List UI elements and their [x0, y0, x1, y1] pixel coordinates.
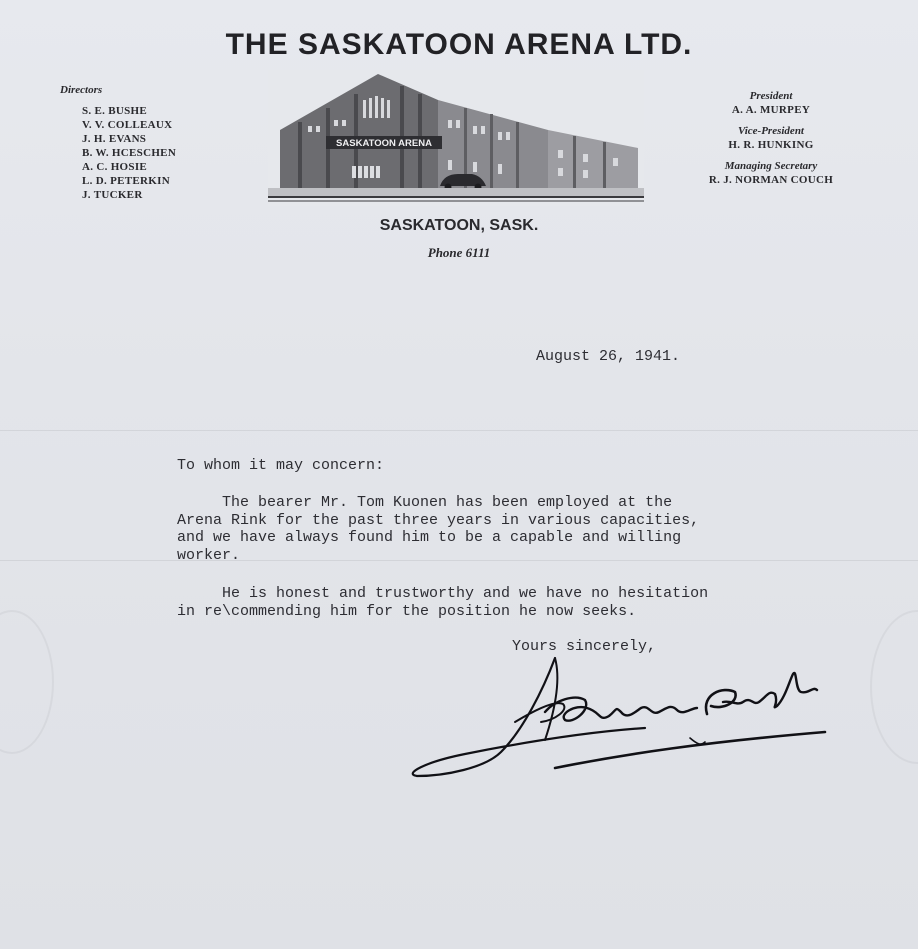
director-name: L. D. PETERKIN [82, 175, 170, 187]
director-name: S. E. BUSHE [82, 105, 148, 117]
director-name: J. TUCKER [82, 189, 143, 201]
phone-line: Phone 6111 [427, 245, 491, 260]
body-paragraph-1: The bearer Mr. Tom Kuonen has been employed at the Arena Rink for the past three years in various capacities, and we have always found him to be a capable and willing worker. [177, 494, 700, 564]
officers-list [686, 90, 856, 195]
body-paragraph-2: He is honest and trustworthy and we have no hesitation in re\commending him for the position he now seeks. [177, 585, 709, 620]
stamp-impression [870, 610, 918, 764]
arena-building-illustration [268, 70, 644, 206]
officer-name: H. R. HUNKING [728, 139, 814, 151]
company-name: THE SASKATOON ARENA LTD. [225, 28, 693, 61]
officer-role: President [749, 90, 793, 102]
arena-sign-text: SASKATOON ARENA [336, 138, 432, 149]
stamp-impression [0, 610, 54, 754]
directors-heading: Directors [60, 84, 103, 96]
director-name: B. W. HCESCHEN [82, 147, 177, 159]
director-name: V. V. COLLEAUX [82, 119, 173, 131]
salutation: To whom it may concern: [177, 457, 385, 474]
closing-line: Yours sincerely, [512, 638, 657, 655]
officer-role: Vice-President [738, 125, 804, 137]
officer-name: R. J. NORMAN COUCH [708, 174, 834, 186]
director-name: A. C. HOSIE [82, 161, 148, 173]
paper-fold [0, 430, 918, 431]
officer-name: A. A. MURPEY [731, 104, 811, 116]
officer-role: Managing Secretary [724, 160, 818, 172]
city-line: SASKATOON, SASK. [379, 217, 539, 234]
director-name: J. H. EVANS [82, 133, 147, 145]
directors-list [60, 84, 176, 202]
letter-date: August 26, 1941. [536, 348, 681, 365]
handwritten-signature [405, 650, 835, 790]
